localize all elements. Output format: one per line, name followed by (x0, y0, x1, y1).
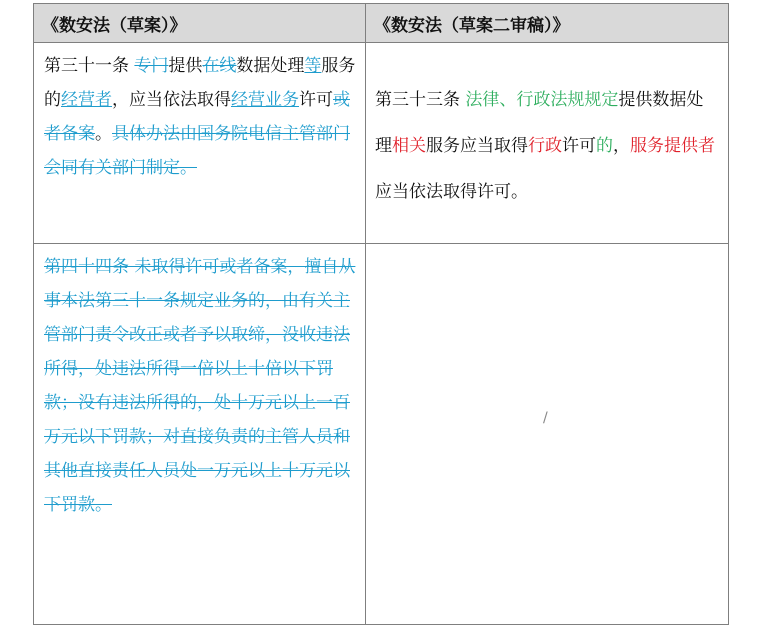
table-row (34, 43, 729, 244)
second-draft-empty-cell (366, 244, 729, 625)
text-run-red: 行政 (528, 136, 562, 156)
text-run-green: 的 (596, 136, 613, 156)
text-run-plain: ， (613, 136, 630, 156)
text-run-del: 专门 (134, 56, 169, 76)
text-run-plain: 应当依法取得许可。 (375, 182, 528, 202)
text-run-red: 服务提供者 (630, 136, 715, 156)
text-run-red: 相关 (392, 136, 426, 156)
text-run-ins: 经营者 (61, 90, 112, 110)
text-run-plain: 第三十一条 (44, 56, 135, 76)
second-draft-article-33-cell (366, 43, 729, 244)
text-run-plain: 。 (95, 124, 112, 144)
text-run-plain: 服务的 (44, 56, 356, 110)
text-run-plain: 许可 (562, 136, 596, 156)
text-run-ins: 经营业务 (231, 90, 299, 110)
table-row (34, 244, 729, 625)
header-row (34, 4, 729, 43)
text-run-plain: 许可 (299, 90, 333, 110)
empty-marker: / (543, 410, 548, 426)
text-run-plain: 提供 (168, 56, 203, 76)
text-run-plain: ，应当依法取得 (112, 90, 231, 110)
header-second-draft: 《数安法（草案二审稿）》 (366, 4, 729, 43)
text-run-del: 在线 (202, 56, 237, 76)
draft-article-31-text (34, 43, 365, 185)
text-run-del: 或者备案 (44, 90, 350, 144)
header-draft: 《数安法（草案）》 (34, 4, 366, 43)
text-run-plain: 第三十三条 (375, 90, 466, 110)
comparison-table (33, 3, 729, 625)
text-run-ins: 等 (304, 56, 322, 76)
text-run-plain: 提供数据处理 (375, 90, 704, 156)
text-run-del: 具体办法由国务院电信主管部门会同有关部门制定。 (44, 124, 350, 178)
draft-article-44-text (34, 244, 365, 522)
text-run-del: 第四十四条 未取得许可或者备案，擅自从事本法第三十一条规定业务的，由有关主管部门责令改正或者予以取缔，没收违法所得，处违法所得一倍以上十倍以下罚款；没有违法所得的，处十万元以上一百万元以下罚款；对直接负责的主管人员和其他直接责任人员处一万元以上十万元以下罚款。 (44, 257, 356, 515)
text-run-green: 法律、行政法规规定 (465, 90, 619, 110)
draft-article-44-cell (34, 244, 366, 625)
draft-article-31-cell (34, 43, 366, 244)
text-run-plain: 服务应当取得 (426, 136, 528, 156)
second-draft-article-33-text (366, 43, 728, 215)
text-run-plain: 数据处理 (236, 56, 305, 76)
